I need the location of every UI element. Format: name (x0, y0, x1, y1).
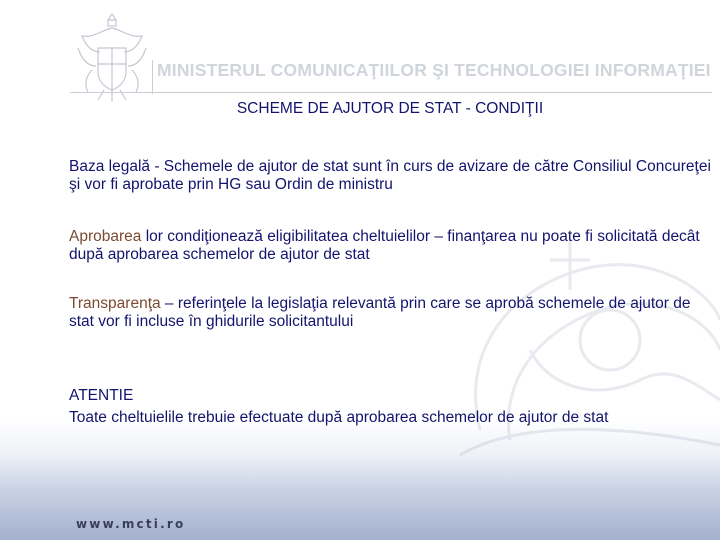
website-link[interactable]: www.mcti.ro (76, 517, 186, 531)
notice-text: Toate cheltuielile trebuie efectuate după aprobarea schemelor de ajutor de stat (69, 409, 609, 426)
slide-title: SCHEME DE AJUTOR DE STAT - CONDIŢII (236, 100, 544, 117)
paragraph-text: lor condiţionează eligibilitatea cheltuielilor – finanţarea nu poate fi solicitată decât după aprobarea schemelor de ajutor de stat (69, 228, 700, 263)
keyword-legal-basis: Baza legală (69, 158, 151, 175)
notice-heading: ATENTIE (69, 387, 134, 404)
paragraph-text: - Schemele de ajutor de stat sunt în curs de avizare de către Consiliul Concureţei şi vor fi aprobate prin HG sau Ordin de ministru (69, 158, 711, 193)
header-divider-vertical (152, 60, 153, 94)
keyword-transparency: Transparenţa (69, 295, 161, 312)
paragraph-legal-basis (69, 158, 719, 194)
paragraph-approval (69, 228, 719, 264)
keyword-approval: Aprobarea (69, 228, 142, 245)
coat-of-arms-icon (72, 8, 152, 108)
paragraph-transparency (69, 295, 719, 331)
ministry-name: MINISTERUL COMUNICAŢIILOR ŞI TECHNOLOGIEI INFORMAŢIEI (157, 60, 711, 80)
header-divider-horizontal (70, 92, 712, 93)
paragraph-text: – referinţele la legislaţia relevantă prin care se aprobă schemele de ajutor de stat vor fi incluse în ghidurile solicitantului (69, 295, 691, 330)
